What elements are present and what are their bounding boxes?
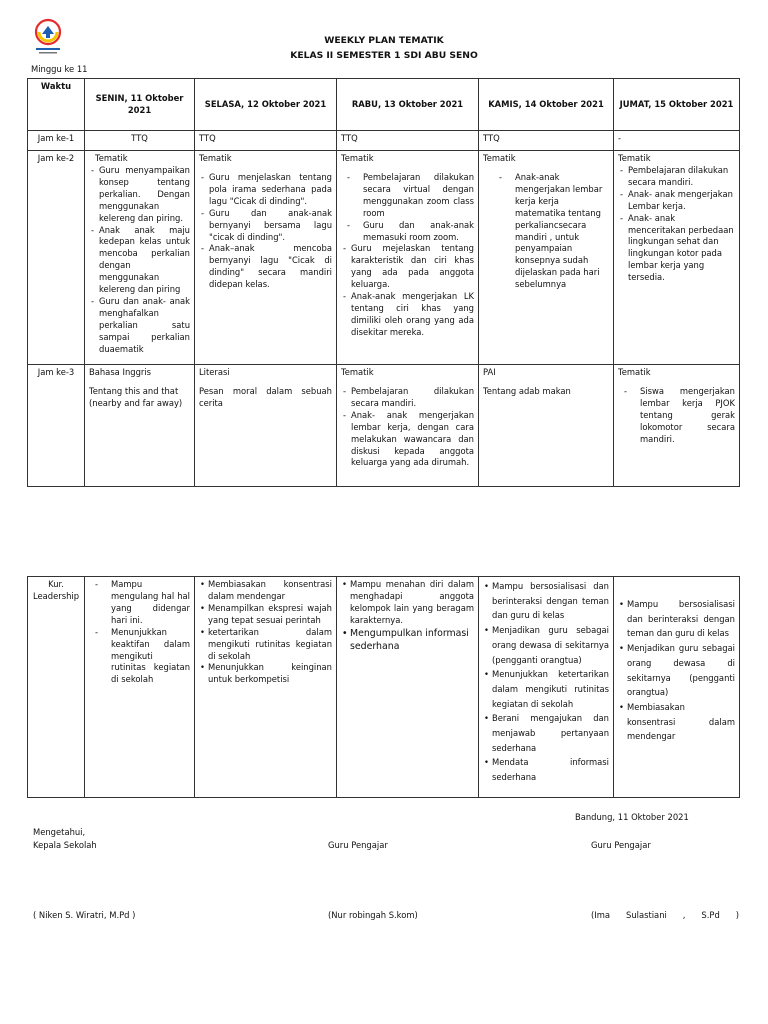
list-item: - Siswa mengerjakan lembar kerja PJOK tentang gerak lokomotor secara mandiri. [640, 386, 735, 446]
cell-kamis [479, 365, 614, 487]
header-row [28, 79, 740, 131]
subject-title: Tematik [95, 153, 128, 163]
list-item: - Guru dan anak-anak bernyanyi bersama lagu "cicak di dinding". [209, 208, 332, 244]
signature-name-guru-2: (Ima Sulastiani , S.Pd ) [591, 910, 740, 920]
cell-jumat: - [614, 131, 740, 151]
guru-pengajar-label-1: Guru Pengajar [328, 840, 388, 850]
list-item: - Guru menjelaskan tentang pola irama sederhana pada lagu "Cicak di dinding". [209, 172, 332, 208]
list-item: • Mendata informasi sederhana [492, 755, 609, 784]
list-item: - Anak- anak mengerjakan lembar kerja, dengan cara melakukan wawancara dan diskusi kepada anggota keluarga yang ada dirumah. [351, 410, 474, 470]
list-item: - Guru menyampaikan konsep tentang perkalian. Dengan menggunakan kelereng dan piring. [99, 165, 190, 225]
list-item: - Pembelajaran dilakukan secara virtual dengan menggunakan zoom class room [363, 172, 474, 220]
day-header-jumat: JUMAT, 15 Oktober 2021 [614, 79, 740, 131]
subject-title: PAI [483, 367, 496, 377]
list-item: - Mampu mengulang hal hal yang didengar hari ini. [111, 579, 190, 627]
cell-senin [85, 365, 195, 487]
day-header-rabu: RABU, 13 Oktober 2021 [337, 79, 479, 131]
leadership-row [28, 577, 740, 798]
day-header-kamis: KAMIS, 14 Oktober 2021 [479, 79, 614, 131]
cell-senin [85, 151, 195, 365]
kepala-sekolah-label: Kepala Sekolah [33, 840, 97, 850]
list-item: - Anak-anak mengerjakan lembar kerja kerja matematika tentang perkaliancsecara mandiri , untuk penyampaian konsepnya sudah dijelaskan pada hari sebelumnya [515, 172, 609, 291]
weekly-plan-table [27, 78, 740, 487]
row-jam-3 [28, 365, 740, 487]
list-item: • Membiasakan konsentrasi dalam mendengar [627, 700, 735, 744]
cell-text: Tentang adab makan [483, 385, 571, 396]
list-item: - Guru dan anak- anak menghafalkan perkalian satu sampai perkalian duaematik [99, 296, 190, 356]
list-item: • ketertarikan dalam mengikuti rutinitas kegiatan di sekolah [208, 627, 332, 663]
subject-title: Literasi [199, 367, 230, 377]
cell-senin [85, 577, 195, 798]
subject-title: Bahasa Inggris [89, 367, 152, 377]
list-item: - Pembelajaran dilakukan secara mandiri. [628, 165, 735, 189]
list-item: • Mengumpulkan informasi sederhana [350, 627, 474, 654]
page-subtitle: KELAS II SEMESTER 1 SDI ABU SENO [290, 50, 478, 61]
cell-selasa [195, 365, 337, 487]
row-label: Jam ke-2 [28, 151, 85, 365]
subject-title: Tematik [483, 153, 516, 163]
cell-selasa [195, 151, 337, 365]
list-item: • Menunjukkan keinginan untuk berkompetisi [208, 662, 332, 686]
subject-title: Tematik [199, 153, 232, 163]
cell-text: Tentang this and that (nearby and far away) [89, 385, 183, 408]
list-item: - Guru dan anak-anak memasuki room zoom. [363, 220, 474, 244]
signature-name-kepala: ( Niken S. Wiratri, M.Pd ) [33, 910, 136, 920]
subject-title: Tematik [341, 367, 374, 377]
cell-jumat [614, 577, 740, 798]
subject-title: Tematik [618, 367, 651, 377]
list-item: - Anak–anak mencoba bernyanyi lagu "Cicak di dinding" secara mandiri didepan kelas. [209, 243, 332, 291]
cell-rabu [337, 577, 479, 798]
leadership-table [27, 576, 740, 798]
subject-title: Tematik [341, 153, 374, 163]
list-item: - Anak-anak mengerjakan LK tentang ciri khas yang dimiliki oleh orang yang ada disekitar mereka. [351, 291, 474, 339]
list-item: • Mampu bersosialisasi dan berinteraksi dengan teman dan guru di kelas [492, 579, 609, 623]
page-title: WEEKLY PLAN TEMATIK [324, 35, 444, 46]
row-jam-2 [28, 151, 740, 365]
place-date: Bandung, 11 Oktober 2021 [575, 812, 689, 822]
list-item: - Anak- anak mengerjakan Lembar kerja. [628, 189, 735, 213]
cell-selasa: TTQ [195, 131, 337, 151]
cell-rabu [337, 151, 479, 365]
cell-rabu [337, 365, 479, 487]
row-label: Kur. Leadership [28, 577, 85, 798]
list-item: • Menjadikan guru sebagai orang dewasa di sekitarnya (pengganti orangtua) [627, 641, 735, 700]
list-item: • Membiasakan konsentrasi dalam mendengar [208, 579, 332, 603]
mengetahui-label: Mengetahui, [33, 827, 86, 837]
subject-title: Tematik [618, 153, 651, 163]
list-item: - Guru mejelaskan tentang karakteristik dan ciri khas yang ada pada anggota keluarga. [351, 243, 474, 291]
list-item: - Anak- anak menceritakan perbedaan lingkungan sehat dan lingkungan kotor pada lembar kerja yang tersedia. [628, 213, 735, 285]
list-item: • Mampu bersosialisasi dan berinteraksi dengan teman dan guru di kelas [627, 597, 735, 641]
list-item: • Menjadikan guru sebagai orang dewasa di sekitarnya (pengganti orangtua) [492, 623, 609, 667]
cell-kamis [479, 577, 614, 798]
row-label: Jam ke-1 [28, 131, 85, 151]
list-item: • Menunjukkan ketertarikan dalam mengikuti rutinitas kegiatan di sekolah [492, 667, 609, 711]
list-item: - Anak anak maju kedepan kelas untuk mencoba perkalian dengan menggunakan kelereng dan piring [99, 225, 190, 297]
signature-name-guru-1: (Nur robingah S.kom) [328, 910, 418, 920]
cell-text: Pesan moral dalam sebuah cerita [199, 385, 332, 408]
guru-pengajar-label-2: Guru Pengajar [591, 840, 651, 850]
cell-kamis: TTQ [479, 131, 614, 151]
cell-senin: TTQ [85, 131, 195, 151]
list-item: • Mampu menahan diri dalam menghadapi anggota kelompok lain yang beragam karakternya. [350, 579, 474, 627]
list-item: • Menampilkan ekspresi wajah yang tepat sesuai perintah [208, 603, 332, 627]
waktu-header: Waktu [28, 79, 85, 131]
row-jam-1 [28, 131, 740, 151]
day-header-selasa: SELASA, 12 Oktober 2021 [195, 79, 337, 131]
cell-jumat [614, 151, 740, 365]
cell-jumat [614, 365, 740, 487]
week-label: Minggu ke 11 [31, 64, 88, 74]
cell-kamis [479, 151, 614, 365]
day-header-senin: SENIN, 11 Oktober 2021 [85, 79, 195, 131]
cell-rabu: TTQ [337, 131, 479, 151]
list-item: • Berani mengajukan dan menjawab pertanyaan sederhana [492, 711, 609, 755]
list-item: - Menunjukkan keaktifan dalam mengikuti rutinitas kegiatan di sekolah [111, 627, 190, 687]
row-label: Jam ke-3 [28, 365, 85, 487]
list-item: - Pembelajaran dilakukan secara mandiri. [351, 386, 474, 410]
cell-selasa [195, 577, 337, 798]
